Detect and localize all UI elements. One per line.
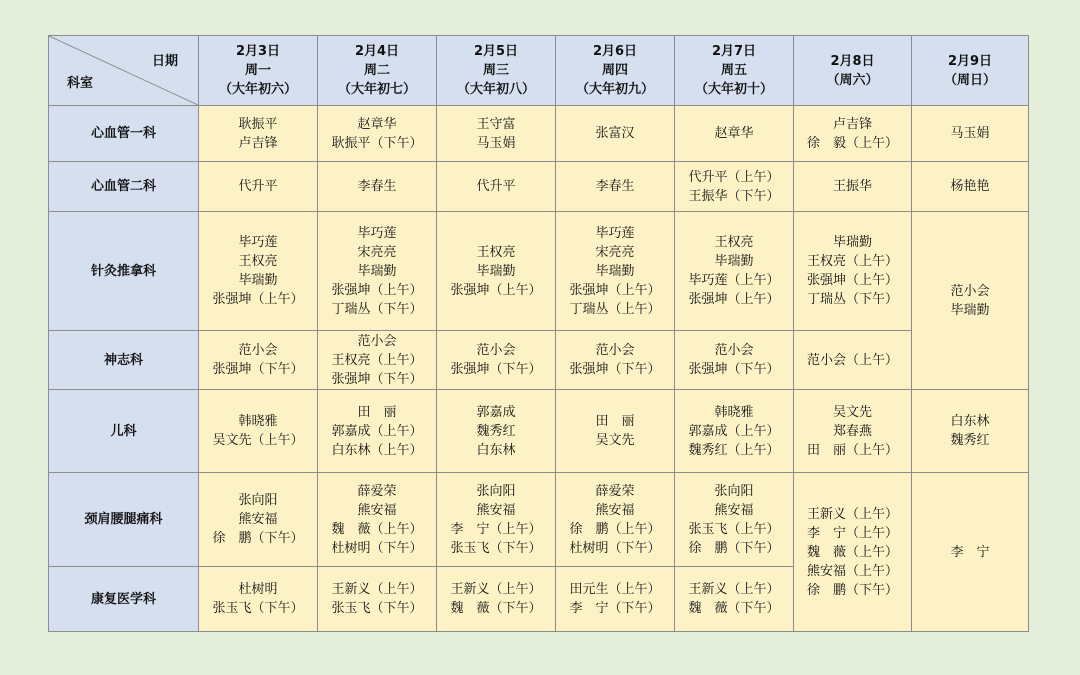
cell-line: 张强坤（下午） <box>450 362 542 377</box>
cell-line: 熊安福 <box>238 512 278 527</box>
cell-line: 徐 鹏（下午） <box>688 540 780 556</box>
cell-line: 周二 <box>363 63 390 78</box>
department-name: 针灸推拿科 <box>49 212 199 331</box>
cell-line: 李 宁（上午） <box>806 525 898 541</box>
cell-line: 韩晓雅 <box>714 404 754 420</box>
cell-line: 李 宁（上午） <box>450 521 542 537</box>
row-pediatrics <box>49 390 1029 473</box>
cell-line: 张玉飞（下午） <box>331 601 423 616</box>
cell-line: 白东林 <box>476 442 516 458</box>
cell-line: 周五 <box>720 63 747 78</box>
cell-line: 宋亮亮 <box>595 244 635 260</box>
cell-line: 周一 <box>244 63 271 78</box>
cell-line: 王权亮（上午） <box>806 254 898 269</box>
cell-line: 毕巧莲（上午） <box>688 273 780 288</box>
duty-cell-merged <box>794 473 912 632</box>
cell-line: 2月8日 <box>830 53 875 69</box>
cell-line: 王振华 <box>832 179 872 194</box>
cell-line: 张强坤（上午） <box>569 282 661 298</box>
cell-line: 丁瑞丛（上午） <box>569 301 661 317</box>
cell-line: 白东林 <box>950 414 990 429</box>
cell-line: 熊安福 <box>595 502 635 518</box>
cell-line: 毕瑞勤 <box>595 263 635 279</box>
cell-line: 杜树明（下午） <box>569 540 661 556</box>
cell-line: 郭嘉成（上午） <box>688 423 780 439</box>
cell-line: 郭嘉成 <box>476 404 516 420</box>
cell-line: 张玉飞（下午） <box>212 601 304 616</box>
cell-line: 王权亮 <box>714 235 754 250</box>
day-header <box>912 36 1029 106</box>
cell-line: 徐 鹏（下午） <box>212 531 304 546</box>
cell-line: 王权亮 <box>476 244 516 260</box>
department-name: 儿科 <box>49 390 199 473</box>
cell-line: 丁瑞丛（下午） <box>806 292 898 307</box>
duty-cell <box>675 390 794 473</box>
cell-line: （周日） <box>943 72 996 88</box>
cell-line: 郭嘉成（上午） <box>331 423 423 439</box>
row-cardiology-2 <box>49 162 1029 212</box>
cell-line: 杨艳艳 <box>950 179 990 194</box>
date-axis-label: 日期 <box>151 54 178 69</box>
duty-cell <box>556 473 675 567</box>
cell-line: 李 宁（下午） <box>569 601 661 616</box>
duty-cell <box>794 212 912 331</box>
cell-line: 张玉飞（上午） <box>688 521 780 537</box>
cell-line: 赵章华 <box>714 126 754 141</box>
duty-cell <box>675 473 794 567</box>
day-header <box>199 36 318 106</box>
cell-line: 田 丽（上午） <box>806 442 898 458</box>
cell-line: 吴文先（上午） <box>212 433 304 448</box>
duty-cell <box>794 331 912 390</box>
duty-cell <box>199 212 318 331</box>
cell-line: 熊安福 <box>476 502 516 518</box>
row-neurology <box>49 331 1029 390</box>
duty-cell <box>318 567 437 632</box>
cell-line: （大年初七） <box>337 82 416 97</box>
department-name: 心血管二科 <box>49 162 199 212</box>
duty-cell <box>318 473 437 567</box>
cell-line: 张强坤（下午） <box>688 362 780 377</box>
cell-line: 魏 薇（下午） <box>688 601 780 616</box>
cell-line: 毕巧莲 <box>595 225 635 241</box>
cell-line: 毕巧莲 <box>238 235 278 250</box>
duty-cell <box>318 390 437 473</box>
duty-cell <box>794 106 912 162</box>
cell-line: 熊安福（上午） <box>806 563 898 579</box>
cell-line: 薛爱荣 <box>595 483 635 499</box>
row-cardiology-1 <box>49 106 1029 162</box>
duty-cell <box>199 567 318 632</box>
duty-cell <box>675 106 794 162</box>
cell-line: 王新义（上午） <box>688 582 780 597</box>
cell-line: 2月4日 <box>354 44 400 59</box>
cell-line: 魏秀红 <box>950 433 990 448</box>
cell-line: （大年初八） <box>456 82 535 97</box>
cell-line: 范小会 <box>238 343 278 358</box>
row-spine-pain <box>49 473 1029 567</box>
cell-line: 代升平 <box>238 179 278 194</box>
cell-line: 张强坤（上午） <box>806 273 898 288</box>
cell-line: 2月3日 <box>235 44 281 59</box>
cell-line: 范小会 <box>714 343 754 358</box>
duty-cell <box>318 331 437 390</box>
duty-cell <box>556 390 675 473</box>
duty-cell <box>912 390 1029 473</box>
cell-line: 赵章华 <box>357 116 397 132</box>
cell-line: 李春生 <box>357 179 397 194</box>
cell-line: 周四 <box>601 63 628 78</box>
duty-schedule-table <box>48 35 1029 632</box>
cell-line: 田 丽 <box>595 414 635 429</box>
cell-line: 杜树明（下午） <box>331 540 423 556</box>
cell-line: 张玉飞（下午） <box>450 540 542 556</box>
cell-line: 王新义（上午） <box>331 582 423 597</box>
cell-line: 毕巧莲 <box>357 225 397 241</box>
cell-line: 2月6日 <box>592 44 638 59</box>
cell-line: 范小会（上午） <box>806 352 898 368</box>
cell-line: 张强坤（下午） <box>212 362 304 377</box>
cell-line: 耿振平（下午） <box>331 135 423 151</box>
duty-cell <box>437 162 556 212</box>
cell-line: 范小会 <box>950 283 990 299</box>
duty-cell <box>675 331 794 390</box>
cell-line: 徐 鹏（下午） <box>806 582 898 598</box>
cell-line: （大年初九） <box>575 82 654 97</box>
duty-cell <box>199 106 318 162</box>
duty-cell <box>437 331 556 390</box>
cell-line: 卢吉锋 <box>832 116 872 132</box>
cell-line: 李 宁 <box>950 544 990 560</box>
cell-line: 魏 薇（上午） <box>331 521 423 537</box>
department-name: 神志科 <box>49 331 199 390</box>
duty-cell <box>437 473 556 567</box>
cell-line: 毕瑞勤 <box>238 273 278 288</box>
cell-line: 李春生 <box>595 179 635 194</box>
duty-cell <box>675 212 794 331</box>
cell-line: 张向阳 <box>238 493 278 508</box>
cell-line: 白东林（上午） <box>331 442 423 458</box>
cell-line: 代升平（上午） <box>688 169 780 185</box>
duty-cell <box>199 473 318 567</box>
cell-line: 范小会 <box>357 333 397 349</box>
cell-line: 张向阳 <box>714 483 754 499</box>
cell-line: 王权亮 <box>238 254 278 269</box>
day-header <box>794 36 912 106</box>
duty-cell <box>794 162 912 212</box>
cell-line: 王新义（上午） <box>806 506 898 522</box>
header-row <box>49 36 1029 106</box>
duty-cell <box>437 567 556 632</box>
cell-line: 郑春燕 <box>832 423 872 439</box>
duty-cell <box>199 390 318 473</box>
corner-header <box>49 36 199 106</box>
duty-cell <box>675 567 794 632</box>
cell-line: 魏秀红（上午） <box>688 442 780 458</box>
cell-line: 吴文先 <box>595 433 635 448</box>
duty-cell <box>318 162 437 212</box>
day-header <box>318 36 437 106</box>
cell-line: （大年初六） <box>218 82 297 97</box>
cell-line: 魏秀红 <box>476 423 516 439</box>
duty-cell-merged <box>912 212 1029 390</box>
cell-line: 毕瑞勤 <box>476 263 516 279</box>
cell-line: 范小会 <box>595 343 635 358</box>
cell-line: 王权亮（上午） <box>331 352 423 368</box>
cell-line: 代升平 <box>476 179 516 194</box>
cell-line: 2月5日 <box>473 44 519 59</box>
duty-cell <box>556 331 675 390</box>
cell-line: 张强坤（下午） <box>569 362 661 377</box>
cell-line: 2月9日 <box>947 53 993 69</box>
cell-line: 田 丽 <box>357 404 397 420</box>
cell-line: 魏 薇（上午） <box>806 544 898 560</box>
duty-cell <box>556 567 675 632</box>
day-header <box>437 36 556 106</box>
department-axis-label: 科室 <box>67 76 94 91</box>
cell-line: 王守富 <box>476 116 516 132</box>
day-header <box>556 36 675 106</box>
duty-cell <box>318 106 437 162</box>
cell-line: 王振华（下午） <box>688 188 780 204</box>
duty-cell <box>794 390 912 473</box>
cell-line: 魏 薇（下午） <box>450 601 542 616</box>
department-name: 颈肩腰腿痛科 <box>49 473 199 567</box>
cell-line: 毕瑞勤 <box>357 263 397 279</box>
cell-line: 张强坤（下午） <box>331 371 423 387</box>
cell-line: 熊安福 <box>357 502 397 518</box>
cell-line: 吴文先 <box>832 404 872 420</box>
cell-line: 毕瑞勤 <box>950 302 990 318</box>
duty-cell <box>912 162 1029 212</box>
cell-line: 马玉娟 <box>950 126 990 141</box>
cell-line: （周六） <box>826 72 879 88</box>
duty-cell <box>199 331 318 390</box>
duty-cell <box>437 106 556 162</box>
cell-line: 徐 毅（上午） <box>806 135 898 151</box>
cell-line: 马玉娟 <box>476 135 516 151</box>
cell-line: 韩晓雅 <box>238 414 278 429</box>
department-name: 心血管一科 <box>49 106 199 162</box>
cell-line: （大年初十） <box>694 82 773 97</box>
cell-line: 2月7日 <box>711 44 757 59</box>
duty-cell <box>318 212 437 331</box>
duty-cell <box>437 212 556 331</box>
cell-line: 张强坤（上午） <box>688 292 780 307</box>
cell-line: 周三 <box>482 63 509 78</box>
duty-cell <box>556 162 675 212</box>
cell-line: 张强坤（上午） <box>450 282 542 298</box>
cell-line: 田元生（上午） <box>569 582 661 597</box>
cell-line: 张强坤（上午） <box>331 282 423 298</box>
day-header <box>675 36 794 106</box>
cell-line: 丁瑞丛（下午） <box>331 301 423 317</box>
duty-cell <box>912 106 1029 162</box>
duty-cell <box>199 162 318 212</box>
duty-cell <box>675 162 794 212</box>
cell-line: 耿振平 <box>238 116 278 132</box>
cell-line: 杜树明 <box>238 582 278 597</box>
cell-line: 卢吉锋 <box>238 135 278 151</box>
cell-line: 宋亮亮 <box>357 244 397 260</box>
cell-line: 徐 鹏（上午） <box>569 521 661 537</box>
cell-line: 毕瑞勤 <box>714 254 754 269</box>
cell-line: 熊安福 <box>714 502 754 518</box>
cell-line: 王新义（上午） <box>450 582 542 597</box>
row-acupuncture <box>49 212 1029 331</box>
cell-line: 张强坤（上午） <box>212 292 304 307</box>
duty-cell <box>556 212 675 331</box>
cell-line: 张富汉 <box>595 126 635 141</box>
duty-cell-merged <box>912 473 1029 632</box>
cell-line: 张向阳 <box>476 483 516 499</box>
cell-line: 薛爱荣 <box>357 483 397 499</box>
cell-line: 范小会 <box>476 343 516 358</box>
duty-cell <box>556 106 675 162</box>
cell-line: 毕瑞勤 <box>832 235 872 250</box>
duty-cell <box>437 390 556 473</box>
department-name: 康复医学科 <box>49 567 199 632</box>
